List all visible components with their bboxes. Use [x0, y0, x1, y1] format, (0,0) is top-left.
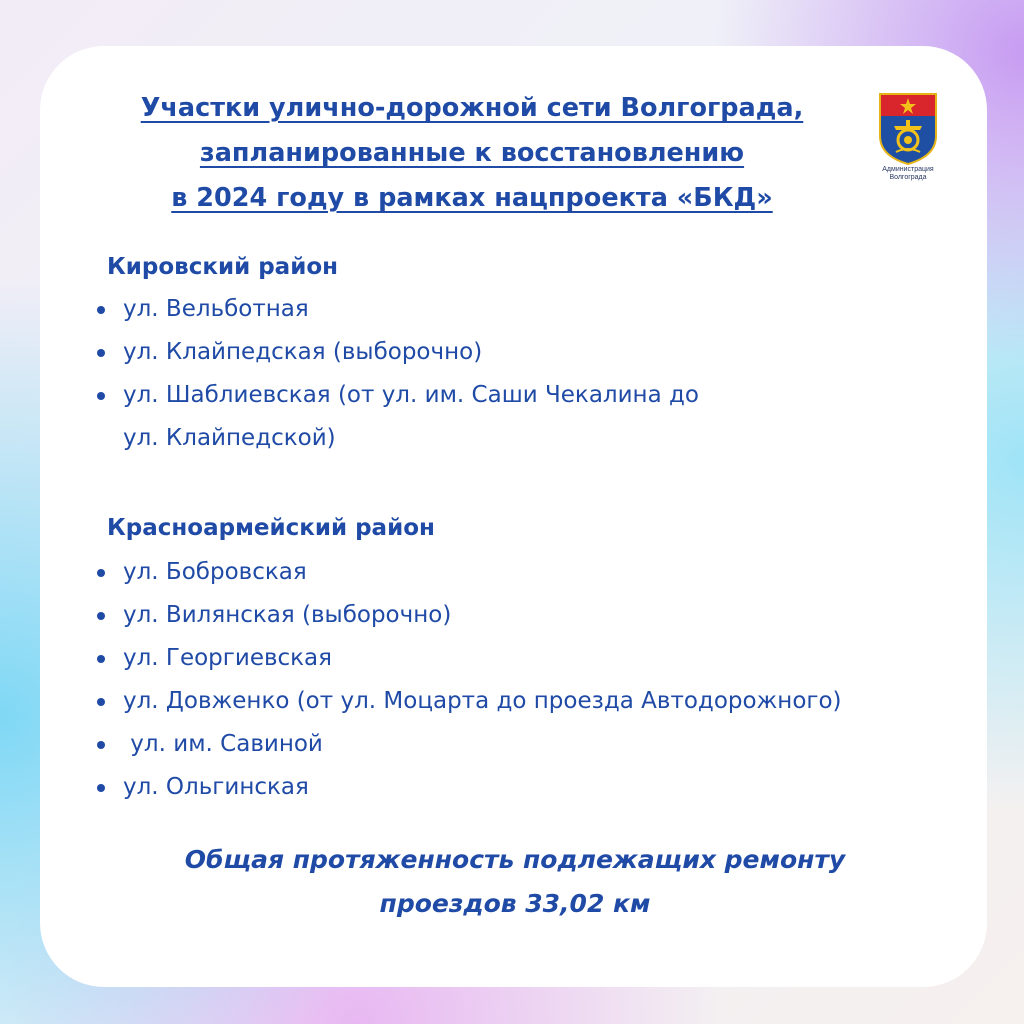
list-item: ул. Вилянская (выборочно) — [95, 594, 842, 637]
bullet-icon — [97, 569, 105, 577]
list-item: ул. Георгиевская — [95, 637, 842, 680]
bullet-icon — [97, 784, 105, 792]
total-length-note: Общая протяженность подлежащих ремонту проездов 33,02 км — [184, 845, 846, 918]
bullet-icon — [97, 392, 105, 400]
list-item: ул. Шаблиевская (от ул. им. Саши Чекалина до — [95, 374, 699, 417]
list-item: ул. Вельботная — [95, 288, 699, 331]
title-line: запланированные к восстановлению — [199, 138, 745, 168]
bullet-icon — [97, 306, 105, 314]
list-item: ул. им. Савиной — [95, 723, 842, 766]
district-heading: Кировский район — [107, 254, 339, 280]
list-item: ул. Клайпедская (выборочно) — [95, 331, 699, 374]
list-item-continuation: ул. Клайпедской) — [123, 425, 336, 451]
bullet-icon — [97, 349, 105, 357]
volgograd-coat-of-arms-icon — [872, 90, 944, 186]
title-line: Участки улично-дорожной сети Волгограда, — [140, 93, 804, 123]
list-item: ул. Ольгинская — [95, 766, 842, 809]
street-list — [95, 551, 842, 809]
page-title — [92, 86, 852, 221]
list-item: ул. Бобровская — [95, 551, 842, 594]
list-item: ул. Довженко (от ул. Моцарта до проезда Автодорожного) — [95, 680, 842, 723]
bullet-icon — [97, 698, 105, 706]
bullet-icon — [97, 612, 105, 620]
bullet-icon — [97, 655, 105, 663]
title-line: в 2024 году в рамках нацпроекта «БКД» — [171, 183, 773, 213]
bullet-icon — [97, 741, 105, 749]
emblem-caption: Администрация Волгограда — [882, 166, 934, 181]
district-heading: Красноармейский район — [107, 515, 435, 541]
street-list — [95, 288, 699, 460]
